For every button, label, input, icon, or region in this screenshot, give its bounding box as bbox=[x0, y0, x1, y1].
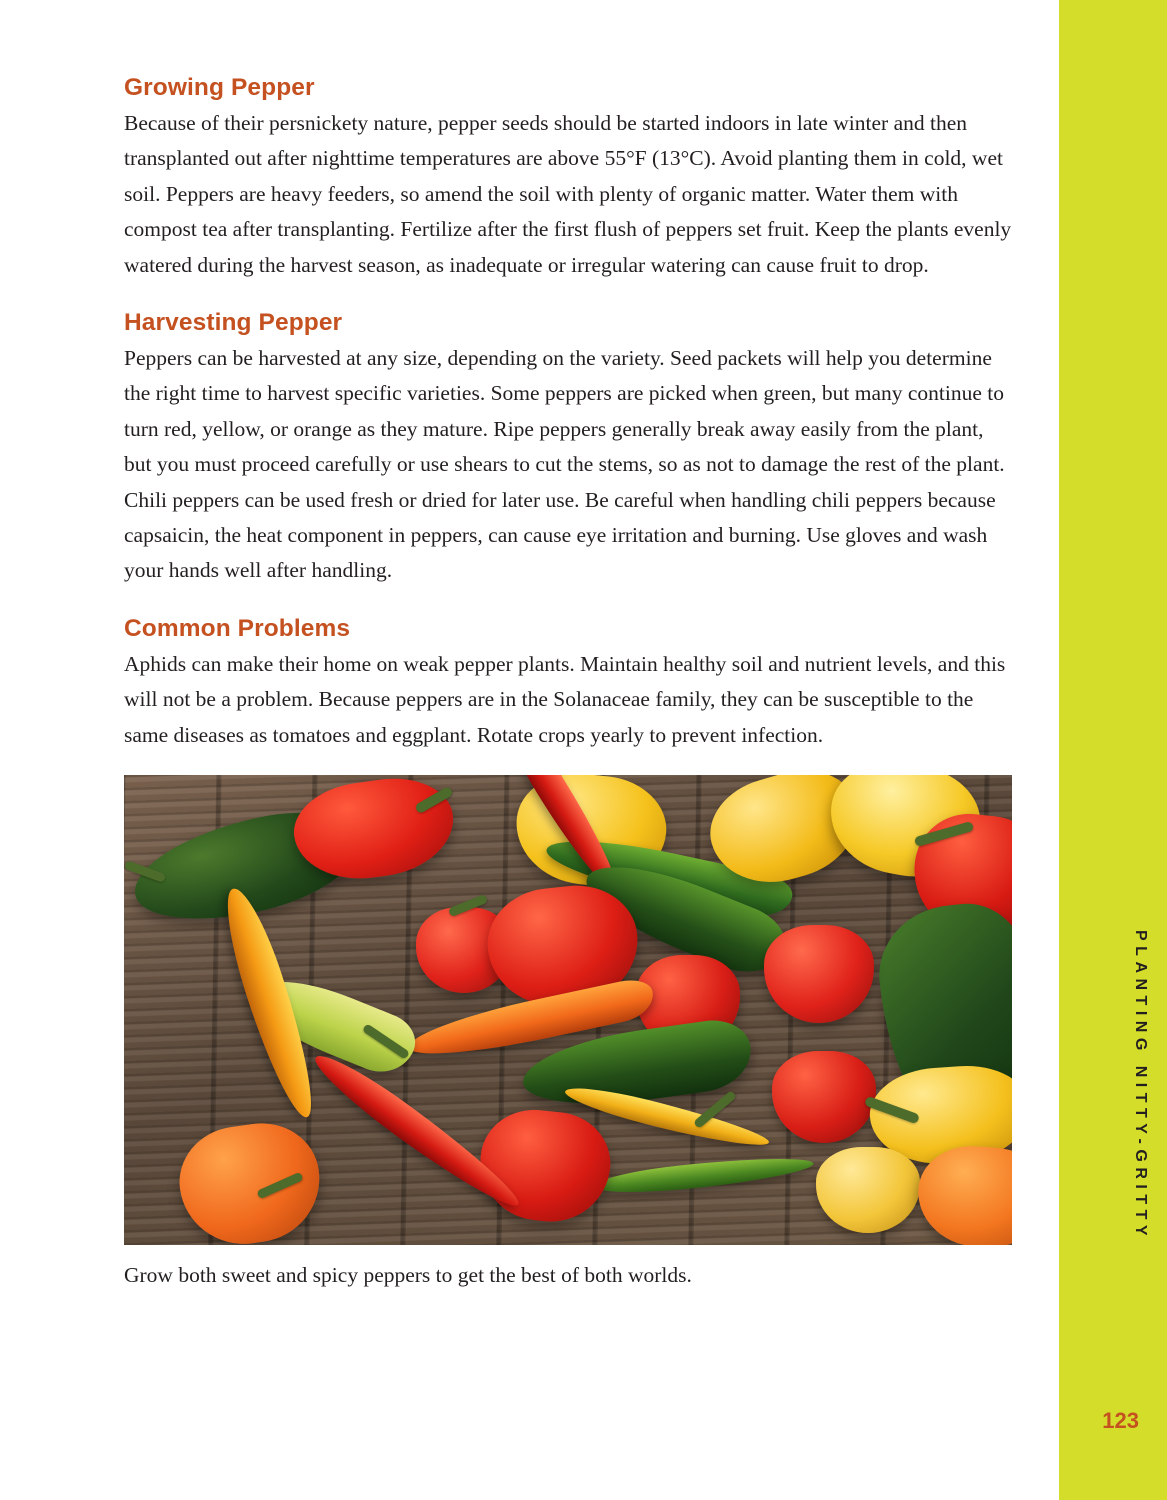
section-heading: Growing Pepper bbox=[124, 74, 315, 101]
page-content bbox=[124, 74, 1012, 1291]
section-harvesting-pepper bbox=[124, 309, 1012, 589]
pepper-photo bbox=[124, 775, 1012, 1245]
section-heading: Common Problems bbox=[124, 614, 351, 642]
chapter-title-vertical: PLANTING NITTY-GRITTY bbox=[1132, 930, 1149, 1242]
chapter-side-tab bbox=[1059, 0, 1167, 1500]
section-growing-pepper bbox=[124, 74, 1012, 283]
pepper-photo-figure bbox=[124, 775, 1012, 1291]
section-body: Peppers can be harvested at any size, depending on the variety. Seed packets will help you determine the right time to harvest specific varieties. Some peppers are picked when green, but many continue to turn red, yellow, or orange as they mature. Ripe peppers generally break away easily from the plant, but you must proceed carefully or use shears to cut the stems, so as not to damage the rest of the plant. Chili peppers can be used fresh or dried for later use. Be careful when handling chili peppers because capsaicin, the heat component in peppers, can cause eye irritation and burning. Use gloves and wash your hands well after handling. bbox=[124, 346, 1005, 583]
figure-caption: Grow both sweet and spicy peppers to get the best of both worlds. bbox=[124, 1263, 692, 1288]
section-body: Aphids can make their home on weak pepper plants. Maintain healthy soil and nutrient levels, and this will not be a problem. Because peppers are in the Solanaceae family, they can be susceptible to the same diseases as tomatoes and eggplant. Rotate crops yearly to prevent infection. bbox=[124, 651, 1006, 747]
section-body: Because of their persnickety nature, pepper seeds should be started indoors in late winter and then transplanted out after nighttime temperatures are above 55°F (13°C). Avoid planting them in cold, wet soil. Peppers are heavy feeders, so amend the soil with plenty of organic matter. Water them with compost tea after transplanting. Fertilize after the first flush of peppers set fruit. Keep the plants evenly watered during the harvest season, as inadequate or irregular watering can cause fruit to drop. bbox=[124, 111, 1012, 277]
side-tab-background bbox=[1059, 0, 1167, 1500]
section-common-problems bbox=[124, 615, 1012, 753]
page-number: 123 bbox=[1102, 1408, 1139, 1433]
section-heading: Harvesting Pepper bbox=[124, 309, 343, 337]
